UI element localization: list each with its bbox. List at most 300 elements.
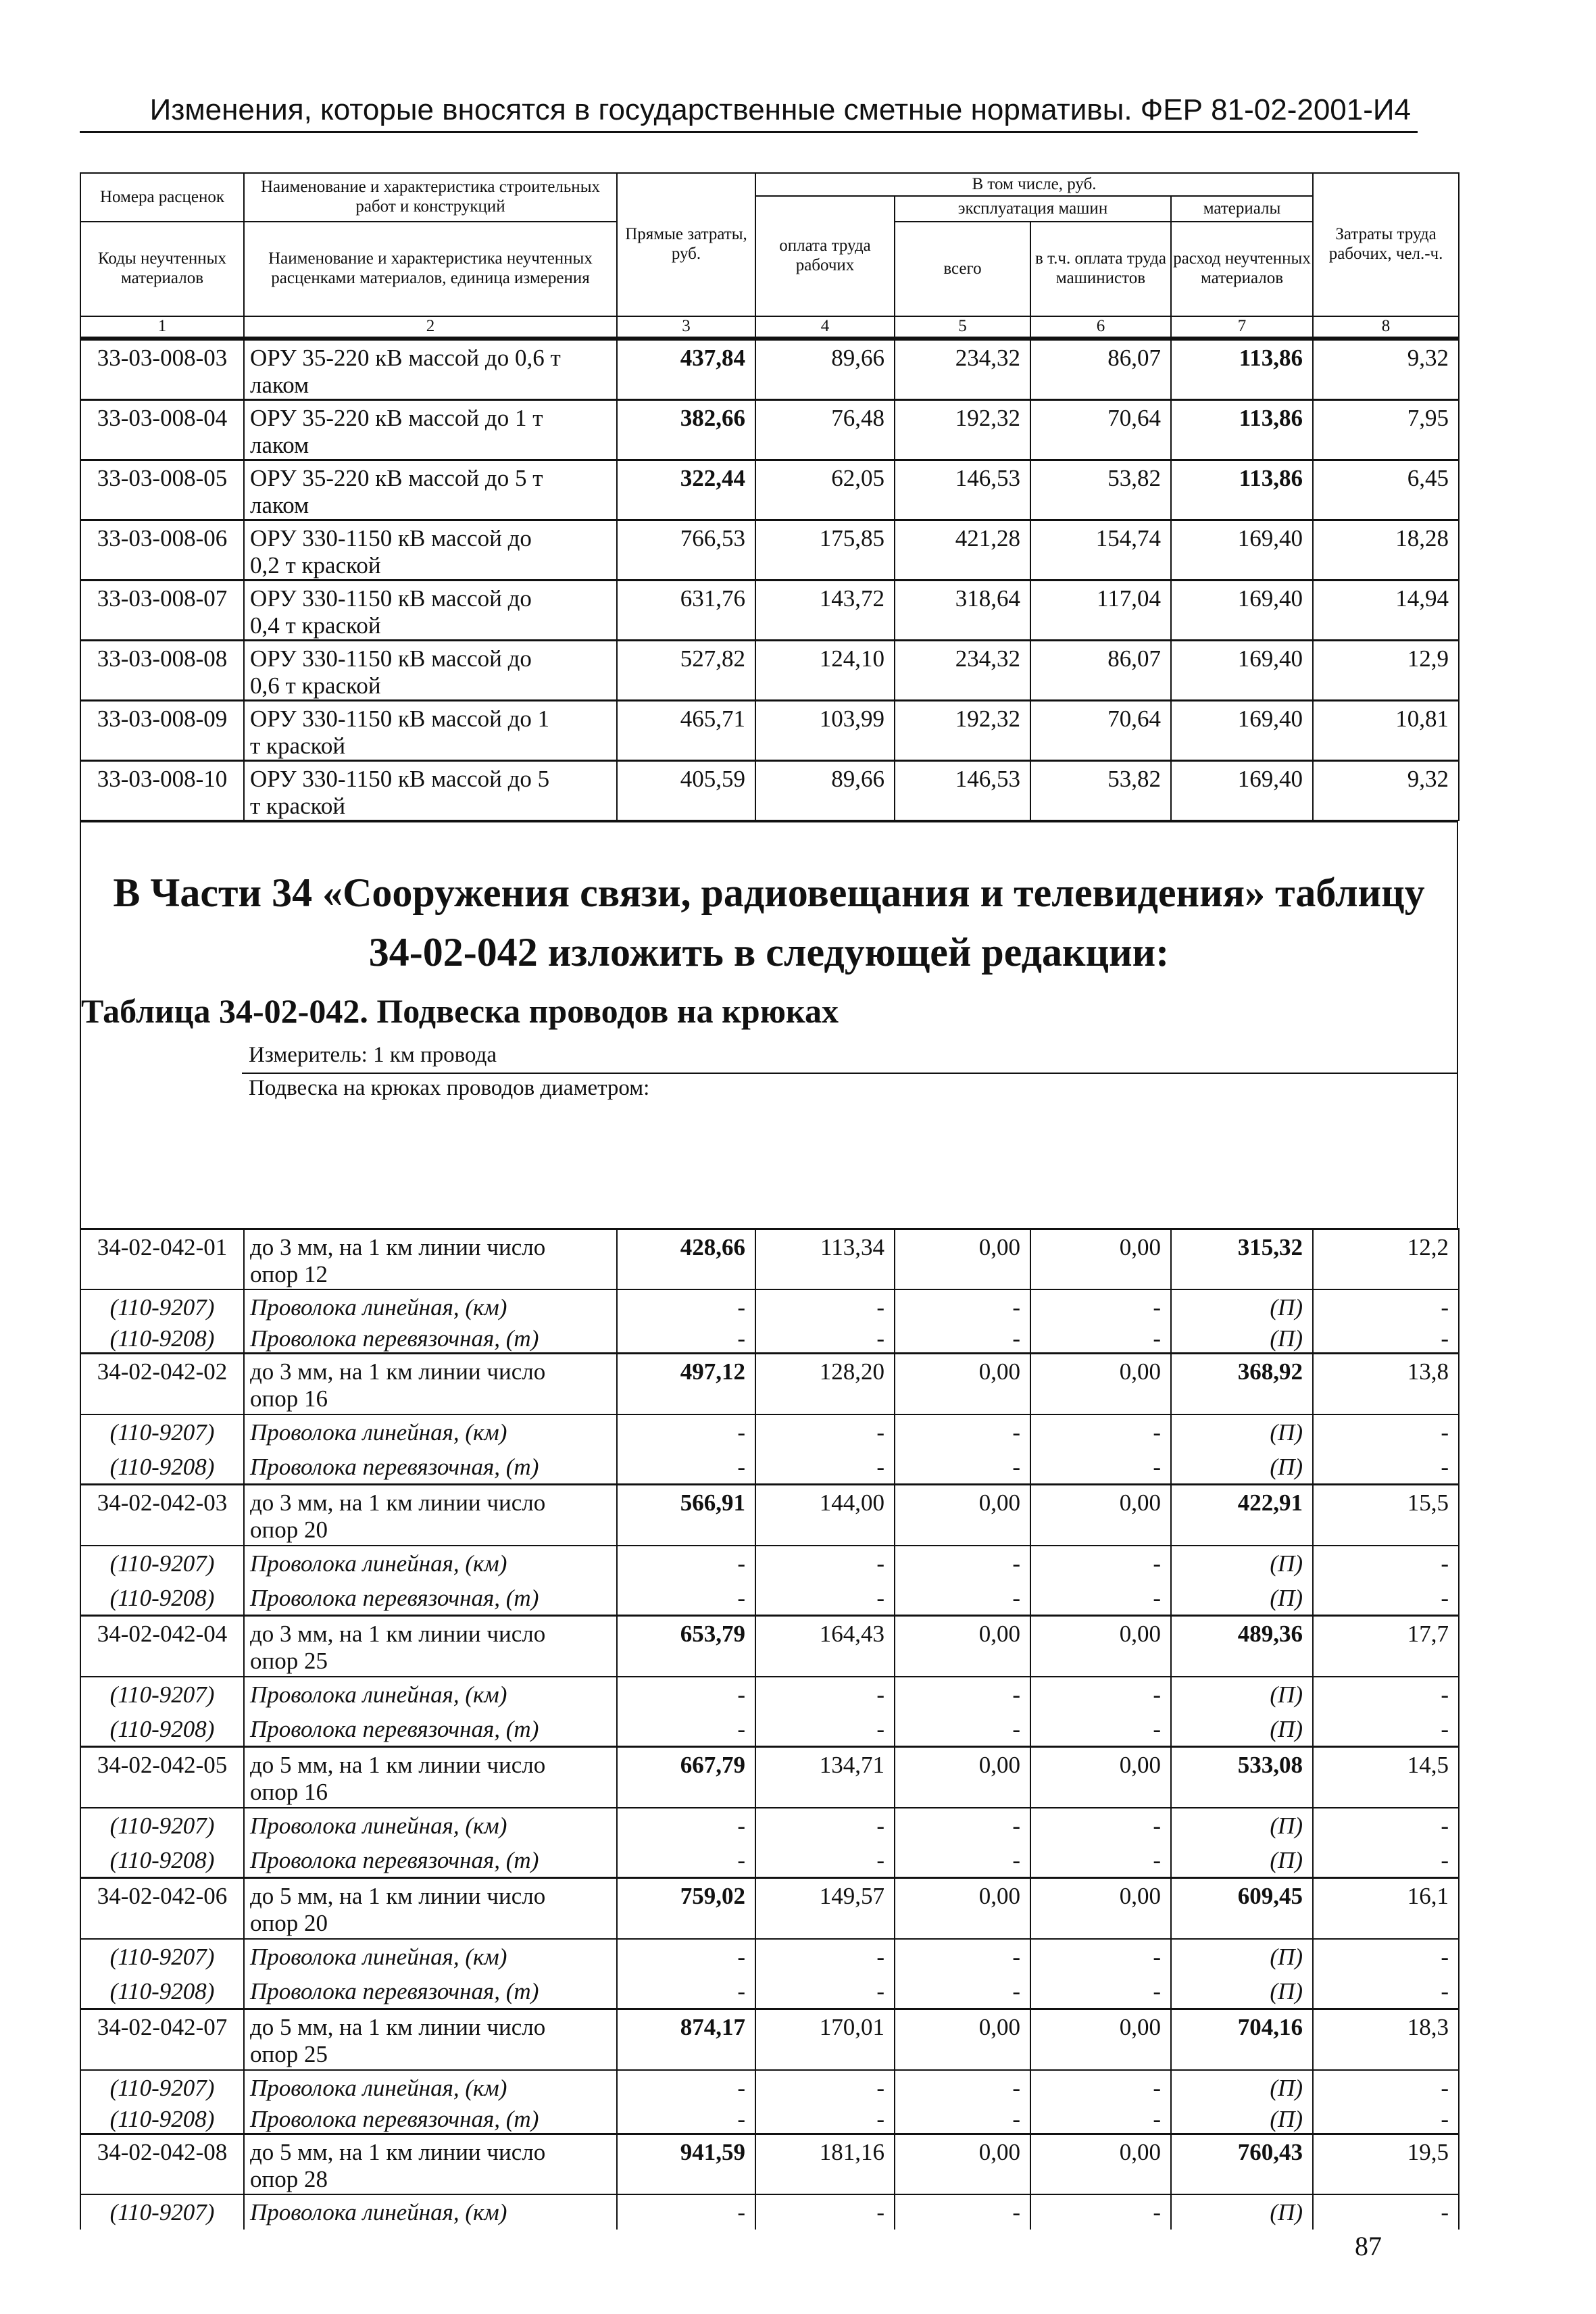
labor-hours: - <box>1313 2194 1459 2230</box>
machinist-wages: - <box>1030 2070 1171 2102</box>
material-code: (110-9207) <box>80 1546 244 1581</box>
labor-wages: 113,34 <box>755 1229 895 1289</box>
machines-total: - <box>895 1450 1030 1485</box>
material-cost: 169,40 <box>1171 760 1313 820</box>
labor-hours: 17,7 <box>1313 1616 1459 1677</box>
machinist-wages: - <box>1030 1450 1171 1485</box>
machines-total: 192,32 <box>895 700 1030 760</box>
rate-name-line1: ОРУ 330-1150 кВ массой до <box>250 585 532 612</box>
machines-total: 234,32 <box>895 640 1030 700</box>
labor-wages: 170,01 <box>755 2009 895 2070</box>
machines-total: - <box>895 1808 1030 1843</box>
table-row <box>80 640 1459 700</box>
labor-wages: - <box>755 2194 895 2230</box>
rate-name <box>244 1485 617 1546</box>
rate-code: 34-02-042-01 <box>80 1229 244 1289</box>
material-cost: (П) <box>1171 2070 1313 2102</box>
rate-name-line1: ОРУ 330-1150 кВ массой до 1 <box>250 705 550 732</box>
labor-hours: - <box>1313 1843 1459 1878</box>
rate-name <box>244 1616 617 1677</box>
machines-total: 0,00 <box>895 1878 1030 1939</box>
labor-wages: 181,16 <box>755 2134 895 2194</box>
machinist-wages: - <box>1030 1939 1171 1974</box>
table-row <box>80 339 1459 399</box>
material-cost: 704,16 <box>1171 2009 1313 2070</box>
machines-total: - <box>895 1677 1030 1712</box>
labor-wages: 89,66 <box>755 760 895 820</box>
machines-total: 192,32 <box>895 399 1030 460</box>
machines-total: - <box>895 2102 1030 2134</box>
labor-hours: - <box>1313 1289 1459 1321</box>
rate-name <box>244 520 617 580</box>
material-cost: (П) <box>1171 1450 1313 1485</box>
col-direct-costs: Прямые затраты, руб. <box>617 173 755 316</box>
machines-total: 146,53 <box>895 760 1030 820</box>
col-materials: материалы <box>1171 196 1313 222</box>
direct-costs: 766,53 <box>617 520 755 580</box>
rate-name-line2: лаком <box>250 491 309 518</box>
rate-name <box>244 1354 617 1414</box>
rate-name-line1: до 5 мм, на 1 км линии число <box>250 1883 546 1910</box>
material-cost: (П) <box>1171 1581 1313 1616</box>
direct-costs: - <box>617 1546 755 1581</box>
direct-costs: - <box>617 1414 755 1450</box>
labor-wages: 128,20 <box>755 1354 895 1414</box>
labor-wages: - <box>755 1712 895 1747</box>
material-code: (110-9207) <box>80 1808 244 1843</box>
material-row <box>80 1939 1459 1974</box>
material-cost: 113,86 <box>1171 399 1313 460</box>
table-row <box>80 520 1459 580</box>
labor-wages: - <box>755 1414 895 1450</box>
material-cost: (П) <box>1171 2194 1313 2230</box>
material-code: (110-9208) <box>80 1581 244 1616</box>
col-name-top: Наименование и характеристика строительных работ и конструкций <box>244 173 617 222</box>
material-code: (110-9208) <box>80 1712 244 1747</box>
direct-costs: 874,17 <box>617 2009 755 2070</box>
table-row <box>80 1747 1459 1808</box>
rate-name <box>244 460 617 520</box>
col-name-bottom: Наименование и характеристика неучтенных расценками материалов, единица измерения <box>244 222 617 316</box>
labor-hours: - <box>1313 1450 1459 1485</box>
labor-wages: 175,85 <box>755 520 895 580</box>
machinist-wages: - <box>1030 1581 1171 1616</box>
rate-name-line1: ОРУ 330-1150 кВ массой до 5 <box>250 765 550 792</box>
labor-hours: - <box>1313 1974 1459 2009</box>
material-code: (110-9207) <box>80 1677 244 1712</box>
labor-wages: 62,05 <box>755 460 895 520</box>
rate-name-line2: т краской <box>250 732 346 759</box>
rate-code: 33-03-008-05 <box>80 460 244 520</box>
table-row <box>80 1354 1459 1414</box>
rate-code: 33-03-008-08 <box>80 640 244 700</box>
machinist-wages: - <box>1030 2194 1171 2230</box>
labor-hours: 6,45 <box>1313 460 1459 520</box>
direct-costs: 322,44 <box>617 460 755 520</box>
labor-wages: 144,00 <box>755 1485 895 1546</box>
rate-code: 33-03-008-06 <box>80 520 244 580</box>
labor-wages: - <box>755 1581 895 1616</box>
material-row <box>80 1677 1459 1712</box>
labor-hours: - <box>1313 1712 1459 1747</box>
direct-costs: 566,91 <box>617 1485 755 1546</box>
labor-wages: - <box>755 1974 895 2009</box>
material-code: (110-9208) <box>80 2102 244 2134</box>
rate-name <box>244 1878 617 1939</box>
machinist-wages: 117,04 <box>1030 580 1171 640</box>
direct-costs: - <box>617 1974 755 2009</box>
material-cost: 489,36 <box>1171 1616 1313 1677</box>
material-cost: (П) <box>1171 1677 1313 1712</box>
rate-name-line2: лаком <box>250 431 309 458</box>
material-code: (110-9208) <box>80 1450 244 1485</box>
table-row <box>80 2134 1459 2194</box>
table-row <box>80 1485 1459 1546</box>
direct-costs: - <box>617 2102 755 2134</box>
machines-total: - <box>895 1289 1030 1321</box>
rate-name-line2: опор 16 <box>250 1779 328 1806</box>
material-cost: 169,40 <box>1171 640 1313 700</box>
rate-name-line1: до 3 мм, на 1 км линии число <box>250 1233 546 1260</box>
rate-code: 34-02-042-03 <box>80 1485 244 1546</box>
machinist-wages: 70,64 <box>1030 399 1171 460</box>
machinist-wages: 70,64 <box>1030 700 1171 760</box>
rate-name-line2: опор 25 <box>250 2041 328 2068</box>
machinist-wages: - <box>1030 1677 1171 1712</box>
material-row <box>80 1414 1459 1450</box>
col-labor-hours: Затраты труда рабочих, чел.-ч. <box>1313 173 1459 316</box>
material-cost: 422,91 <box>1171 1485 1313 1546</box>
material-name: Проволока перевязочная, (т) <box>244 1712 617 1747</box>
labor-wages: - <box>755 1546 895 1581</box>
rate-name <box>244 760 617 820</box>
direct-costs: 428,66 <box>617 1229 755 1289</box>
rate-name-line1: ОРУ 35-220 кВ массой до 0,6 т <box>250 344 561 371</box>
machinist-wages: - <box>1030 1808 1171 1843</box>
material-code: (110-9207) <box>80 2070 244 2102</box>
direct-costs: 667,79 <box>617 1747 755 1808</box>
rate-code: 34-02-042-08 <box>80 2134 244 2194</box>
machines-total: 421,28 <box>895 520 1030 580</box>
section-block <box>80 821 1458 1228</box>
page-header-title: Изменения, которые вносятся в государственные сметные нормативы. ФЕР 81-02-2001-И4 <box>149 93 1411 126</box>
divider <box>242 1073 1457 1074</box>
material-row <box>80 1808 1459 1843</box>
rate-code: 34-02-042-07 <box>80 2009 244 2070</box>
material-cost: (П) <box>1171 1974 1313 2009</box>
labor-wages: 76,48 <box>755 399 895 460</box>
machines-total: - <box>895 1321 1030 1354</box>
machinist-wages: - <box>1030 1843 1171 1878</box>
section-heading: В Части 34 «Сооружения связи, радиовещания и телевидения» таблицу 34-02-042 изложить в следующей редакции: <box>113 870 1425 975</box>
material-name: Проволока перевязочная, (т) <box>244 1450 617 1485</box>
direct-costs: - <box>617 1808 755 1843</box>
col-num-2: 2 <box>244 316 617 337</box>
machines-total: 0,00 <box>895 1616 1030 1677</box>
rate-name <box>244 700 617 760</box>
direct-costs: 405,59 <box>617 760 755 820</box>
bottom-rates-table <box>80 1228 1460 2230</box>
rate-code: 33-03-008-04 <box>80 399 244 460</box>
labor-hours: 15,5 <box>1313 1485 1459 1546</box>
material-name: Проволока перевязочная, (т) <box>244 1581 617 1616</box>
material-code: (110-9207) <box>80 1289 244 1321</box>
labor-hours: 18,3 <box>1313 2009 1459 2070</box>
table-row <box>80 460 1459 520</box>
rate-name-line1: до 5 мм, на 1 км линии число <box>250 1752 546 1779</box>
machines-total: 0,00 <box>895 2134 1030 2194</box>
rate-code: 34-02-042-06 <box>80 1878 244 1939</box>
direct-costs: - <box>617 2070 755 2102</box>
material-name: Проволока линейная, (км) <box>244 1289 617 1321</box>
labor-wages: - <box>755 1321 895 1354</box>
machinist-wages: - <box>1030 1289 1171 1321</box>
col-labor-wages: оплата труда рабочих <box>755 196 895 316</box>
table-row <box>80 580 1459 640</box>
labor-wages: - <box>755 1808 895 1843</box>
material-row <box>80 1321 1459 1354</box>
labor-hours: 13,8 <box>1313 1354 1459 1414</box>
material-code: (110-9207) <box>80 1414 244 1450</box>
labor-hours: 9,32 <box>1313 339 1459 399</box>
machines-total: - <box>895 1843 1030 1878</box>
material-row <box>80 2194 1459 2230</box>
col-num-7: 7 <box>1171 316 1313 337</box>
machines-total: - <box>895 1712 1030 1747</box>
direct-costs: - <box>617 1939 755 1974</box>
labor-wages: - <box>755 1289 895 1321</box>
rate-name-line2: лаком <box>250 371 309 398</box>
direct-costs: 497,12 <box>617 1354 755 1414</box>
material-code: (110-9208) <box>80 1321 244 1354</box>
material-cost: 760,43 <box>1171 2134 1313 2194</box>
rate-name-line2: опор 12 <box>250 1260 328 1287</box>
material-cost: 113,86 <box>1171 339 1313 399</box>
material-cost: 533,08 <box>1171 1747 1313 1808</box>
col-code-bottom: Коды неучтенных материалов <box>80 222 244 316</box>
machinist-wages: 0,00 <box>1030 1616 1171 1677</box>
direct-costs: 527,82 <box>617 640 755 700</box>
material-cost: (П) <box>1171 1321 1313 1354</box>
labor-hours: 16,1 <box>1313 1878 1459 1939</box>
material-name: Проволока линейная, (км) <box>244 1414 617 1450</box>
labor-hours: 7,95 <box>1313 399 1459 460</box>
material-name: Проволока линейная, (км) <box>244 2194 617 2230</box>
rate-code: 33-03-008-07 <box>80 580 244 640</box>
rate-name-line1: ОРУ 35-220 кВ массой до 5 т <box>250 464 543 491</box>
rate-name-line1: ОРУ 330-1150 кВ массой до <box>250 524 532 551</box>
rate-name-line2: 0,6 т краской <box>250 672 381 699</box>
material-row <box>80 1450 1459 1485</box>
col-machines-total: всего <box>895 222 1030 316</box>
material-name: Проволока перевязочная, (т) <box>244 1843 617 1878</box>
page-number: 87 <box>1355 2231 1382 2261</box>
page-header <box>80 93 1418 133</box>
rate-name-line2: опор 28 <box>250 2165 328 2192</box>
rate-name-line1: до 5 мм, на 1 км линии число <box>250 2014 546 2041</box>
material-name: Проволока перевязочная, (т) <box>244 1974 617 2009</box>
rate-code: 33-03-008-10 <box>80 760 244 820</box>
rate-name-line1: до 3 мм, на 1 км линии число <box>250 1490 546 1517</box>
rate-name-line1: до 5 мм, на 1 км линии число <box>250 2138 546 2165</box>
labor-hours: 10,81 <box>1313 700 1459 760</box>
labor-wages: - <box>755 2070 895 2102</box>
machines-total: 0,00 <box>895 1485 1030 1546</box>
rate-name-line2: т краской <box>250 792 346 819</box>
machines-total: - <box>895 2194 1030 2230</box>
material-row <box>80 1581 1459 1616</box>
labor-hours: 18,28 <box>1313 520 1459 580</box>
table-row <box>80 2009 1459 2070</box>
col-material-use: расход неучтенных материалов <box>1171 222 1313 316</box>
rate-name-line2: 0,2 т краской <box>250 551 381 578</box>
rate-name <box>244 640 617 700</box>
rate-name-line1: ОРУ 35-220 кВ массой до 1 т <box>250 404 543 431</box>
machines-total: - <box>895 1414 1030 1450</box>
machinist-wages: 0,00 <box>1030 1878 1171 1939</box>
top-rates-table <box>80 339 1460 821</box>
labor-wages: 164,43 <box>755 1616 895 1677</box>
document-frame <box>80 172 1458 2226</box>
machinist-wages: 0,00 <box>1030 2134 1171 2194</box>
labor-wages: - <box>755 1939 895 1974</box>
labor-wages: 143,72 <box>755 580 895 640</box>
material-name: Проволока линейная, (км) <box>244 1546 617 1581</box>
col-num-4: 4 <box>755 316 895 337</box>
labor-wages: 149,57 <box>755 1878 895 1939</box>
col-machines: эксплуатация машин <box>895 196 1171 222</box>
direct-costs: 382,66 <box>617 399 755 460</box>
machinist-wages: - <box>1030 1321 1171 1354</box>
rate-code: 34-02-042-04 <box>80 1616 244 1677</box>
rate-name <box>244 339 617 399</box>
labor-hours: - <box>1313 1321 1459 1354</box>
labor-wages: - <box>755 1450 895 1485</box>
labor-hours: - <box>1313 1414 1459 1450</box>
machines-total: 146,53 <box>895 460 1030 520</box>
column-header-table <box>80 172 1460 339</box>
machines-total: 0,00 <box>895 1747 1030 1808</box>
direct-costs: - <box>617 1321 755 1354</box>
direct-costs: - <box>617 2194 755 2230</box>
labor-hours: - <box>1313 1808 1459 1843</box>
machines-total: - <box>895 1546 1030 1581</box>
material-cost: (П) <box>1171 1546 1313 1581</box>
col-code-top: Номера расценок <box>80 173 244 222</box>
table-row <box>80 1229 1459 1289</box>
rate-code: 33-03-008-03 <box>80 339 244 399</box>
direct-costs: 437,84 <box>617 339 755 399</box>
machines-total: - <box>895 1581 1030 1616</box>
labor-wages: 124,10 <box>755 640 895 700</box>
machines-total: 234,32 <box>895 339 1030 399</box>
material-row <box>80 1712 1459 1747</box>
table-row <box>80 1616 1459 1677</box>
machinist-wages: 0,00 <box>1030 2009 1171 2070</box>
direct-costs: 631,76 <box>617 580 755 640</box>
labor-hours: 12,2 <box>1313 1229 1459 1289</box>
material-cost: 169,40 <box>1171 580 1313 640</box>
material-cost: 113,86 <box>1171 460 1313 520</box>
machinist-wages: 53,82 <box>1030 460 1171 520</box>
direct-costs: - <box>617 1289 755 1321</box>
material-cost: 315,32 <box>1171 1229 1313 1289</box>
labor-wages: 134,71 <box>755 1747 895 1808</box>
col-num-3: 3 <box>617 316 755 337</box>
rate-name-line2: 0,4 т краской <box>250 612 381 639</box>
unit-of-measure: Измеритель: 1 км провода <box>249 1042 497 1067</box>
rate-name-line2: опор 20 <box>250 1517 328 1544</box>
material-row <box>80 2070 1459 2102</box>
labor-wages: - <box>755 1677 895 1712</box>
labor-hours: - <box>1313 1677 1459 1712</box>
rate-name <box>244 1229 617 1289</box>
labor-hours: - <box>1313 1939 1459 1974</box>
col-including: В том числе, руб. <box>755 173 1313 196</box>
material-name: Проволока линейная, (км) <box>244 1808 617 1843</box>
col-machinist-wages: в т.ч. оплата труда машинистов <box>1030 222 1171 316</box>
rate-name <box>244 1747 617 1808</box>
material-cost: (П) <box>1171 1712 1313 1747</box>
direct-costs: - <box>617 1843 755 1878</box>
col-num-8: 8 <box>1313 316 1459 337</box>
labor-hours: - <box>1313 2070 1459 2102</box>
machines-total: - <box>895 1974 1030 2009</box>
material-name: Проволока линейная, (км) <box>244 1939 617 1974</box>
labor-hours: - <box>1313 1581 1459 1616</box>
material-code: (110-9207) <box>80 2194 244 2230</box>
labor-hours: 14,5 <box>1313 1747 1459 1808</box>
machines-total: 0,00 <box>895 1354 1030 1414</box>
material-row <box>80 2102 1459 2134</box>
material-cost: (П) <box>1171 2102 1313 2134</box>
rate-name-line2: опор 25 <box>250 1648 328 1675</box>
labor-hours: 9,32 <box>1313 760 1459 820</box>
machines-total: 318,64 <box>895 580 1030 640</box>
machines-total: - <box>895 2070 1030 2102</box>
table-row <box>80 700 1459 760</box>
direct-costs: - <box>617 1581 755 1616</box>
rate-name <box>244 2009 617 2070</box>
subsection-caption: Подвеска на крюках проводов диаметром: <box>249 1075 650 1100</box>
machinist-wages: - <box>1030 1414 1171 1450</box>
material-name: Проволока линейная, (км) <box>244 2070 617 2102</box>
col-num-5: 5 <box>895 316 1030 337</box>
direct-costs: - <box>617 1450 755 1485</box>
machinist-wages: 0,00 <box>1030 1747 1171 1808</box>
labor-wages: - <box>755 1843 895 1878</box>
machinist-wages: 0,00 <box>1030 1485 1171 1546</box>
machinist-wages: - <box>1030 2102 1171 2134</box>
material-cost: 368,92 <box>1171 1354 1313 1414</box>
rate-name <box>244 580 617 640</box>
rate-name-line1: до 3 мм, на 1 км линии число <box>250 1621 546 1648</box>
labor-wages: 103,99 <box>755 700 895 760</box>
direct-costs: 759,02 <box>617 1878 755 1939</box>
labor-wages: - <box>755 2102 895 2134</box>
rate-name-line2: опор 16 <box>250 1385 328 1412</box>
rate-code: 33-03-008-09 <box>80 700 244 760</box>
material-cost: 609,45 <box>1171 1878 1313 1939</box>
material-row <box>80 1974 1459 2009</box>
rate-name <box>244 399 617 460</box>
labor-wages: 89,66 <box>755 339 895 399</box>
machines-total: - <box>895 1939 1030 1974</box>
material-cost: (П) <box>1171 1843 1313 1878</box>
rate-code: 34-02-042-02 <box>80 1354 244 1414</box>
col-num-1: 1 <box>80 316 244 337</box>
rate-name-line1: ОРУ 330-1150 кВ массой до <box>250 645 532 672</box>
